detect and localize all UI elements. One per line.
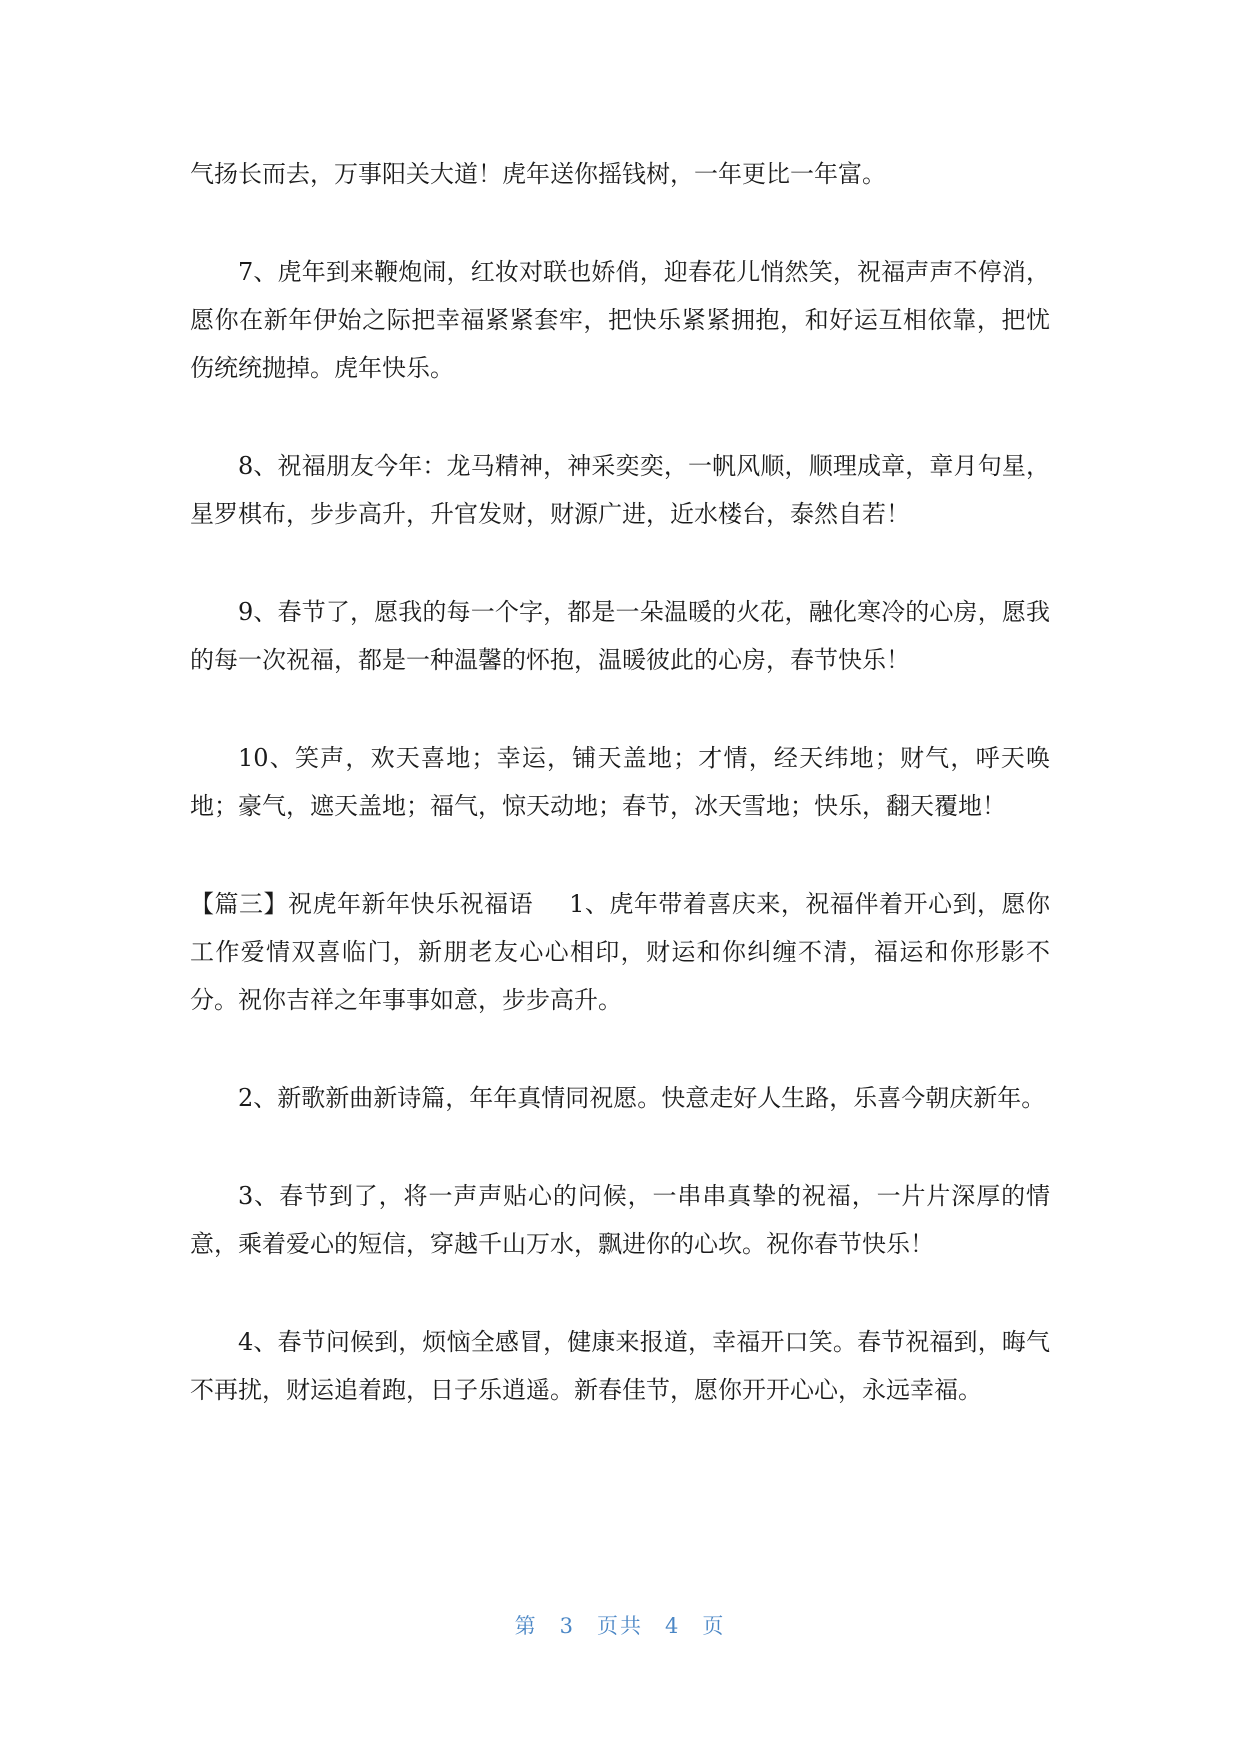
- footer-mid: 页共: [597, 1614, 643, 1638]
- paragraph-item-8: 8、祝福朋友今年：龙马精神，神采奕奕，一帆风顺，顺理成章，章月句星，星罗棋布，步步高升，升官发财，财源广进，近水楼台，泰然自若！: [190, 452, 1050, 528]
- section-item-1: 1、虎年带着喜庆来，祝福伴着开心到，愿你工作爱情双喜临门，新朋老友心心相印，财运和你纠缠不清，福运和你形影不分。祝你吉祥之年事事如意，步步高升。: [190, 890, 1050, 1014]
- paragraph-item-9: 9、春节了，愿我的每一个字，都是一朵温暖的火花，融化寒冷的心房，愿我的每一次祝福，都是一种温馨的怀抱，温暖彼此的心房，春节快乐！: [190, 598, 1050, 674]
- paragraph-item-3: 3、春节到了，将一声声贴心的问候，一串串真挚的祝福，一片片深厚的情意，乘着爱心的短信，穿越千山万水，飘进你的心坎。祝你春节快乐！: [190, 1182, 1050, 1258]
- document-body: [190, 150, 1050, 1414]
- paragraph-item-10: 10、笑声，欢天喜地；幸运，铺天盖地；才情，经天纬地；财气，呼天唤地；豪气，遮天盖地；福气，惊天动地；春节，冰天雪地；快乐，翻天覆地！: [190, 744, 1050, 820]
- paragraph-item-4: 4、春节问候到，烦恼全感冒，健康来报道，幸福开口笑。春节祝福到，晦气不再扰，财运追着跑，日子乐逍遥。新春佳节，愿你开开心心，永远幸福。: [190, 1328, 1050, 1404]
- paragraph-item-2: 2、新歌新曲新诗篇，年年真情同祝愿。快意走好人生路，乐喜今朝庆新年。: [238, 1084, 1046, 1112]
- section-title: 【篇三】祝虎年新年快乐祝福语: [190, 890, 534, 918]
- footer-prefix: 第: [514, 1614, 538, 1638]
- paragraph-continuation: 气扬长而去，万事阳关大道！虎年送你摇钱树，一年更比一年富。: [190, 160, 886, 188]
- paragraph-item-7: 7、虎年到来鞭炮闹，红妆对联也娇俏，迎春花儿悄然笑，祝福声声不停消，愿你在新年伊始之际把幸福紧紧套牢，把快乐紧紧拥抱，和好运互相依靠，把忧伤统统抛掉。虎年快乐。: [190, 258, 1050, 382]
- section-three-paragraph: [190, 880, 1050, 1024]
- footer-total-pages: 4: [665, 1614, 681, 1638]
- footer-current-page: 3: [559, 1614, 575, 1638]
- footer-suffix: 页: [702, 1614, 726, 1638]
- page-footer: [0, 1610, 1240, 1640]
